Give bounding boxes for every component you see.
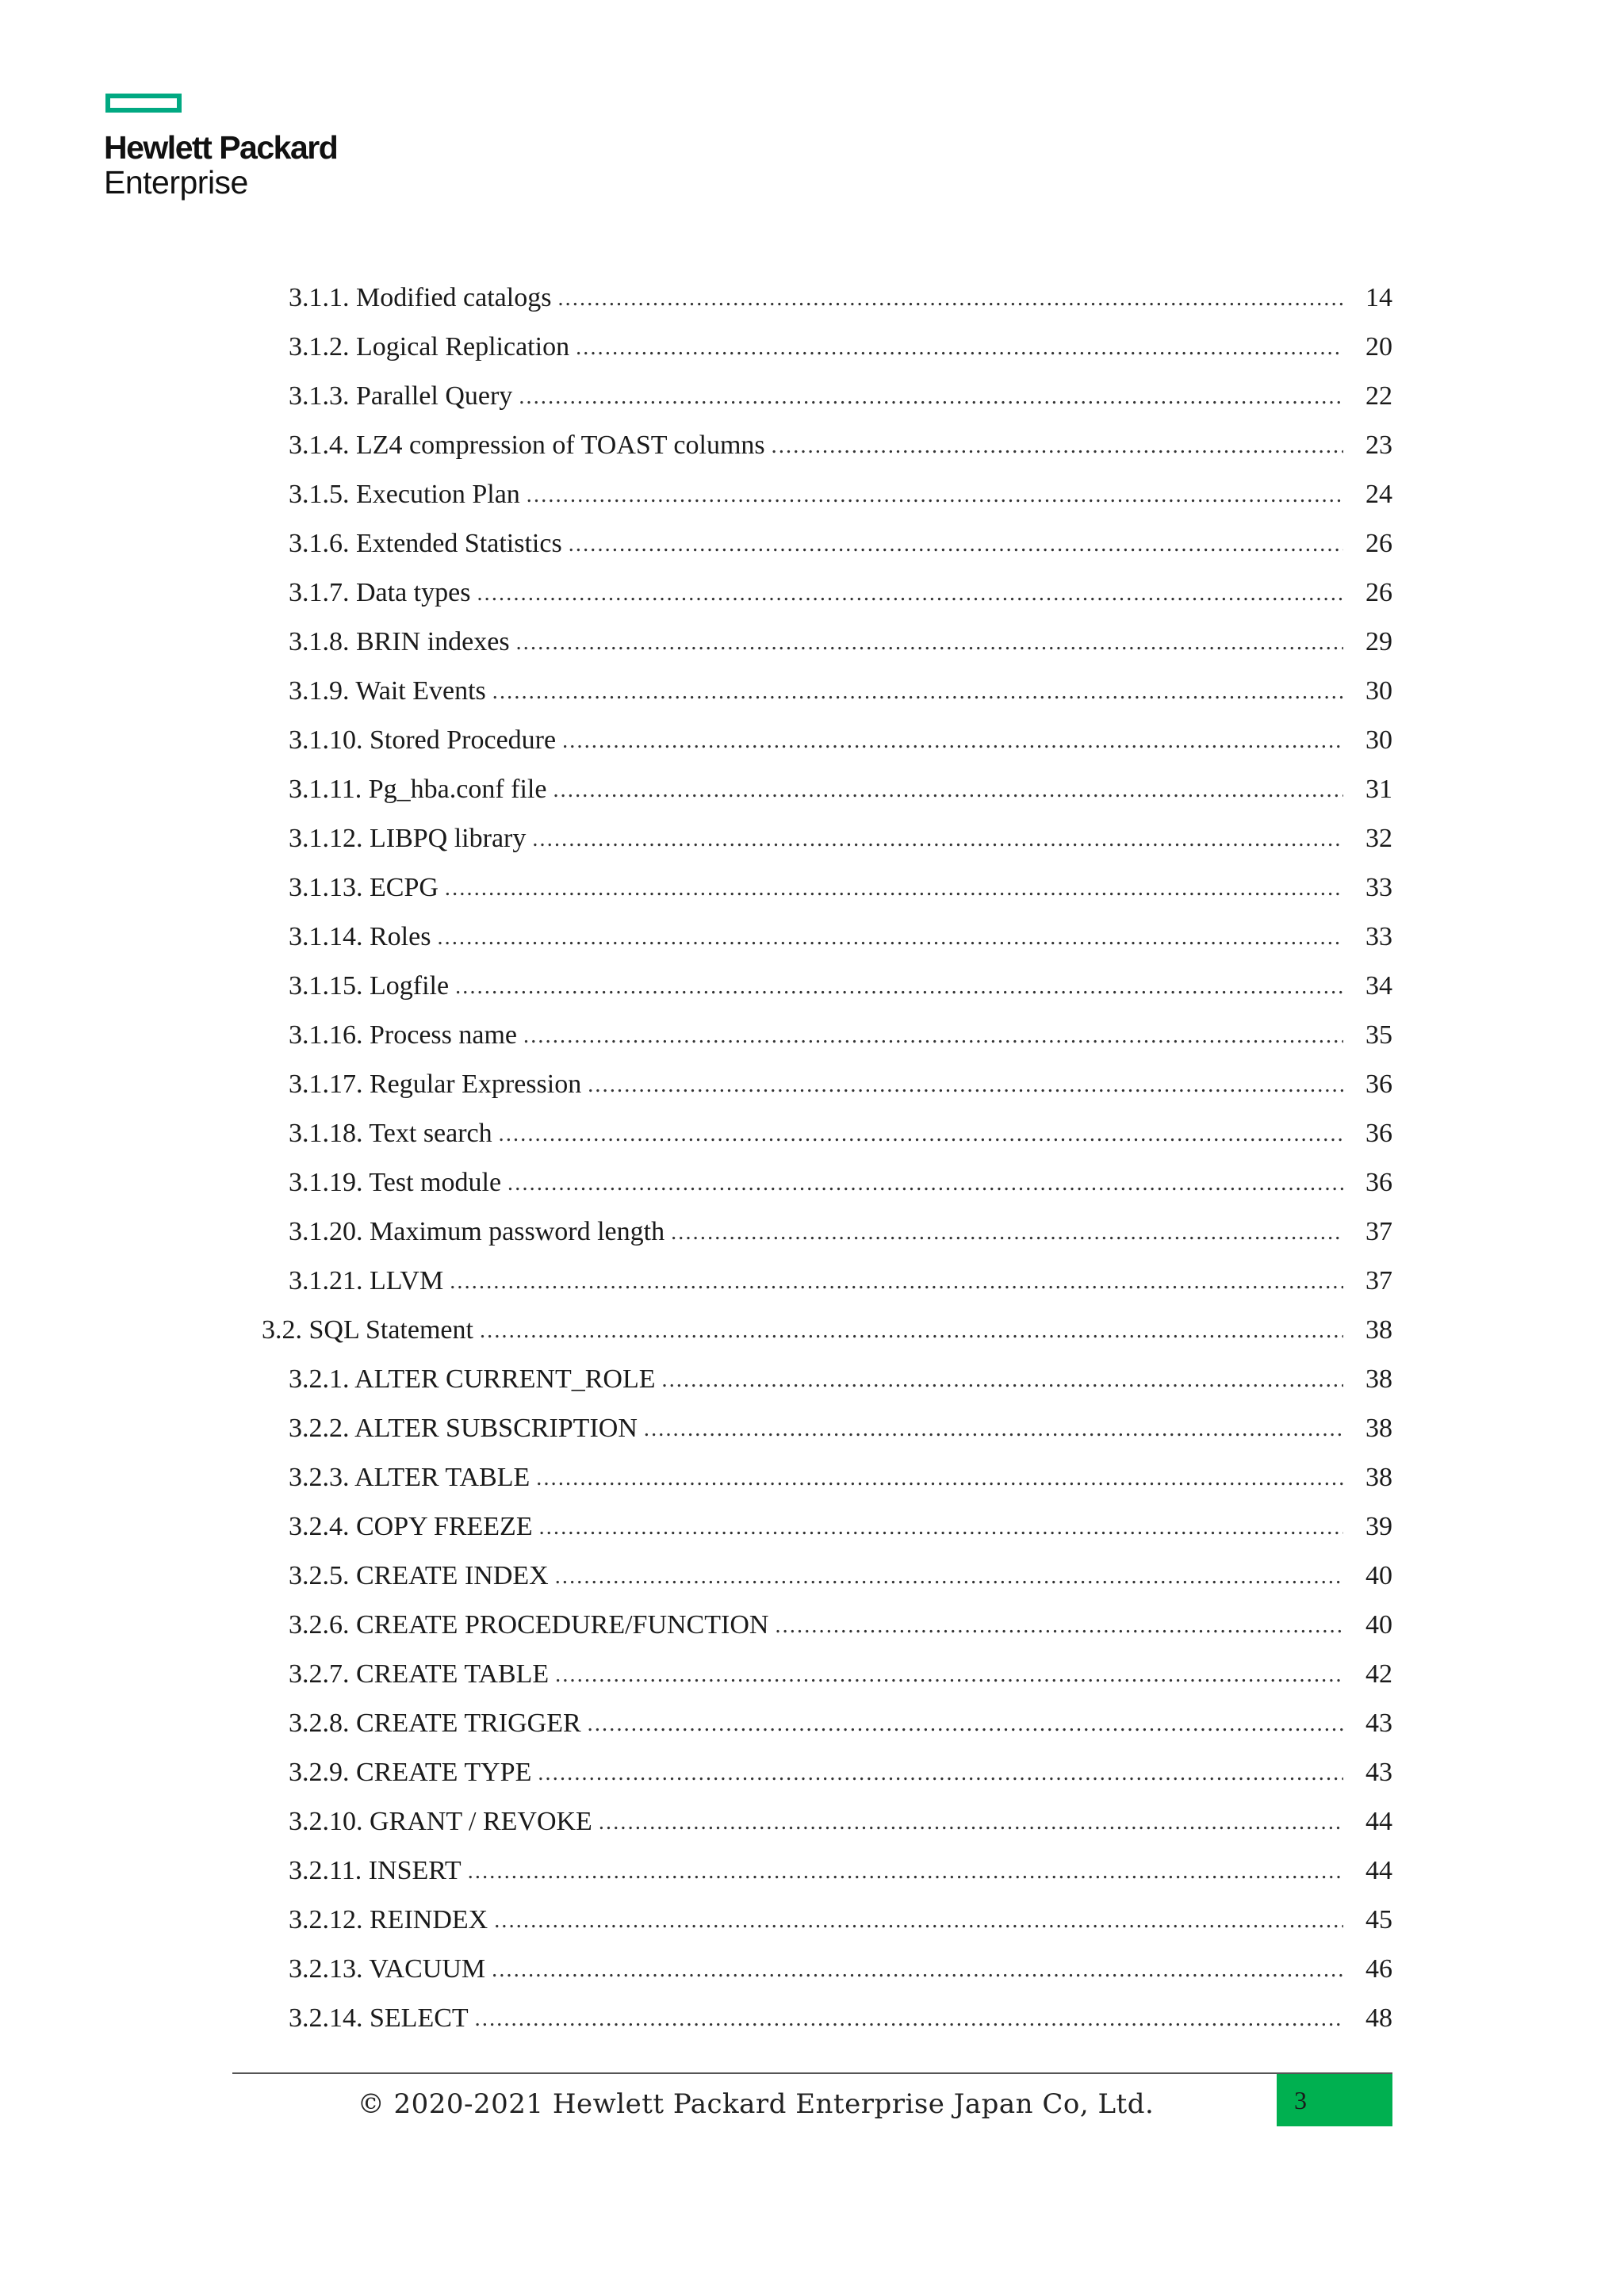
toc-dot-leader (588, 1071, 1343, 1098)
toc-dot-leader (553, 776, 1343, 803)
hpe-logo (104, 94, 358, 200)
toc-entry-page: 26 (1365, 529, 1392, 558)
toc-entry-title: 3.2.14. SELECT (289, 2003, 472, 2034)
toc-entry-page: 36 (1365, 1168, 1392, 1197)
toc-dot-leader (538, 1759, 1343, 1786)
toc-dot-leader (523, 1022, 1343, 1049)
toc-dot-leader (480, 1317, 1343, 1344)
toc-entry-page: 34 (1365, 971, 1392, 1001)
toc-entry[interactable] (259, 1601, 1392, 1650)
toc-entry-page: 37 (1365, 1266, 1392, 1295)
toc-entry[interactable] (259, 1109, 1392, 1158)
toc-entry-page: 39 (1365, 1512, 1392, 1541)
toc-entry-title: 3.1.17. Regular Expression (289, 1070, 584, 1100)
toc-entry-title: 3.2. SQL Statement (262, 1315, 477, 1345)
toc-entry-title: 3.1.2. Logical Replication (289, 332, 573, 362)
toc-dot-leader (662, 1366, 1344, 1393)
toc-entry-title: 3.2.11. INSERT (289, 1856, 465, 1886)
toc-entry-title: 3.1.21. LLVM (289, 1266, 446, 1296)
toc-entry[interactable] (259, 519, 1392, 568)
toc-entry[interactable] (259, 1355, 1392, 1404)
toc-dot-leader (494, 1907, 1343, 1934)
toc-entry-title: 3.2.7. CREATE TABLE (289, 1659, 552, 1689)
toc-entry-page: 22 (1365, 381, 1392, 411)
toc-dot-leader (450, 1268, 1343, 1295)
toc-dot-leader (516, 629, 1343, 656)
toc-entry-title: 3.2.2. ALTER SUBSCRIPTION (289, 1414, 641, 1444)
toc-entry-title: 3.2.8. CREATE TRIGGER (289, 1709, 584, 1739)
toc-dot-leader (492, 1956, 1343, 1983)
toc-entry[interactable] (259, 1158, 1392, 1207)
toc-dot-leader (644, 1415, 1343, 1442)
toc-entry[interactable] (259, 372, 1392, 421)
hpe-element-icon (105, 94, 182, 113)
toc-entry-title: 3.1.11. Pg_hba.conf file (289, 775, 550, 805)
toc-entry-page: 33 (1365, 922, 1392, 951)
toc-entry[interactable] (259, 962, 1392, 1011)
toc-entry[interactable] (259, 323, 1392, 372)
toc-dot-leader (455, 973, 1343, 1000)
toc-entry-page: 29 (1365, 627, 1392, 656)
toc-entry[interactable] (259, 1994, 1392, 2043)
toc-entry[interactable] (259, 863, 1392, 913)
toc-entry[interactable] (259, 1846, 1392, 1896)
toc-entry-page: 37 (1365, 1217, 1392, 1246)
toc-entry-page: 42 (1365, 1659, 1392, 1689)
toc-entry-title: 3.2.6. CREATE PROCEDURE/FUNCTION (289, 1610, 772, 1640)
toc-entry[interactable] (259, 1650, 1392, 1699)
toc-dot-leader (555, 1563, 1343, 1590)
toc-entry[interactable] (259, 568, 1392, 618)
toc-dot-leader (468, 1858, 1343, 1885)
toc-entry-title: 3.1.13. ECPG (289, 873, 442, 903)
toc-dot-leader (555, 1661, 1343, 1688)
toc-dot-leader (477, 580, 1343, 607)
toc-dot-leader (445, 874, 1343, 901)
toc-entry[interactable] (259, 470, 1392, 519)
toc-entry[interactable] (259, 1699, 1392, 1748)
toc-entry-title: 3.2.5. CREATE INDEX (289, 1561, 552, 1591)
toc-dot-leader (569, 530, 1343, 557)
toc-entry-page: 38 (1365, 1463, 1392, 1492)
toc-entry-title: 3.1.6. Extended Statistics (289, 529, 565, 559)
toc-entry-title: 3.1.7. Data types (289, 578, 473, 608)
toc-dot-leader (519, 383, 1343, 410)
toc-entry-title: 3.2.1. ALTER CURRENT_ROLE (289, 1364, 659, 1395)
toc-entry-page: 38 (1365, 1315, 1392, 1345)
toc-entry-page: 44 (1365, 1807, 1392, 1836)
toc-entry[interactable] (259, 1945, 1392, 1994)
toc-entry-title: 3.1.16. Process name (289, 1020, 520, 1050)
toc-entry-page: 38 (1365, 1364, 1392, 1394)
toc-dot-leader (437, 924, 1343, 951)
toc-entry-page: 26 (1365, 578, 1392, 607)
toc-entry[interactable] (259, 274, 1392, 323)
toc-entry[interactable] (259, 1453, 1392, 1502)
toc-entry-page: 48 (1365, 2003, 1392, 2033)
toc-dot-leader (475, 2005, 1343, 2032)
toc-entry-title: 3.2.4. COPY FREEZE (289, 1512, 536, 1542)
toc-dot-leader (532, 825, 1343, 852)
logo-text-line1: Hewlett Packard (104, 129, 338, 166)
toc-dot-leader (588, 1710, 1343, 1737)
footer-copyright: © 2020-2021 Hewlett Packard Enterprise Japan Co, Ltd. (357, 2088, 1155, 2120)
toc-entry[interactable] (259, 1306, 1392, 1355)
toc-dot-leader (527, 481, 1343, 508)
toc-entry-page: 45 (1365, 1905, 1392, 1934)
toc-entry-title: 3.1.9. Wait Events (289, 676, 489, 706)
toc-dot-leader (775, 1612, 1343, 1639)
toc-entry-page: 40 (1365, 1561, 1392, 1590)
toc-entry[interactable] (259, 1011, 1392, 1060)
toc-entry[interactable] (259, 1896, 1392, 1945)
toc-entry-page: 43 (1365, 1758, 1392, 1787)
toc-entry-page: 30 (1365, 725, 1392, 755)
toc-entry-page: 35 (1365, 1020, 1392, 1050)
toc-entry-title: 3.2.9. CREATE TYPE (289, 1758, 534, 1788)
toc-entry[interactable] (259, 765, 1392, 814)
toc-entry-page: 30 (1365, 676, 1392, 706)
toc-entry-title: 3.1.14. Roles (289, 922, 434, 952)
toc-entry[interactable] (259, 814, 1392, 863)
toc-entry-title: 3.1.19. Test module (289, 1168, 504, 1198)
toc-dot-leader (576, 334, 1343, 361)
footer-divider (232, 2072, 1392, 2074)
toc-entry-page: 40 (1365, 1610, 1392, 1640)
toc-entry[interactable] (259, 716, 1392, 765)
toc-entry-page: 32 (1365, 824, 1392, 853)
toc-entry[interactable] (259, 618, 1392, 667)
toc-dot-leader (492, 678, 1343, 705)
toc-entry-page: 43 (1365, 1709, 1392, 1738)
toc-dot-leader (499, 1120, 1343, 1147)
toc-entry[interactable] (259, 1748, 1392, 1797)
toc-entry[interactable] (259, 1060, 1392, 1109)
toc-entry-title: 3.2.10. GRANT / REVOKE (289, 1807, 596, 1837)
toc-entry-title: 3.1.4. LZ4 compression of TOAST columns (289, 430, 768, 461)
toc-entry-page: 31 (1365, 775, 1392, 804)
toc-entry[interactable] (259, 1207, 1392, 1257)
toc-dot-leader (536, 1464, 1343, 1491)
toc-entry-page: 20 (1365, 332, 1392, 362)
toc-entry[interactable] (259, 421, 1392, 470)
toc-entry-title: 3.2.12. REINDEX (289, 1905, 491, 1935)
toc-dot-leader (671, 1219, 1343, 1246)
toc-entry[interactable] (259, 1552, 1392, 1601)
toc-dot-leader (539, 1513, 1343, 1540)
toc-entry-page: 36 (1365, 1119, 1392, 1148)
toc-entry-page: 14 (1365, 283, 1392, 312)
toc-dot-leader (562, 727, 1343, 754)
toc-entry-title: 3.1.15. Logfile (289, 971, 452, 1001)
toc-dot-leader (772, 432, 1343, 459)
toc-entry-title: 3.1.1. Modified catalogs (289, 283, 554, 313)
toc-entry-page: 36 (1365, 1070, 1392, 1099)
toc-entry-page: 44 (1365, 1856, 1392, 1885)
toc-entry-page: 24 (1365, 480, 1392, 509)
toc-entry-page: 33 (1365, 873, 1392, 902)
toc-entry-title: 3.1.18. Text search (289, 1119, 496, 1149)
toc-entry-page: 38 (1365, 1414, 1392, 1443)
toc-entry-page: 23 (1365, 430, 1392, 460)
toc-dot-leader (599, 1808, 1343, 1835)
toc-dot-leader (508, 1169, 1343, 1196)
toc-dot-leader (557, 285, 1343, 312)
toc-entry-title: 3.1.10. Stored Procedure (289, 725, 559, 756)
toc-entry-title: 3.2.13. VACUUM (289, 1954, 488, 1984)
toc-entry-title: 3.1.20. Maximum password length (289, 1217, 668, 1247)
toc-entry[interactable] (259, 913, 1392, 962)
logo-text-line2: Enterprise (104, 164, 248, 201)
toc-entry-title: 3.2.3. ALTER TABLE (289, 1463, 533, 1493)
page-number: 3 (1294, 2086, 1307, 2114)
toc-entry-page: 46 (1365, 1954, 1392, 1984)
page-number-badge (1277, 2074, 1392, 2126)
toc-entry[interactable] (259, 667, 1392, 716)
toc-entry[interactable] (259, 1257, 1392, 1306)
table-of-contents (259, 274, 1392, 2043)
toc-entry-title: 3.1.12. LIBPQ library (289, 824, 529, 854)
toc-entry[interactable] (259, 1797, 1392, 1846)
toc-entry[interactable] (259, 1404, 1392, 1453)
toc-entry-title: 3.1.5. Execution Plan (289, 480, 523, 510)
toc-entry-title: 3.1.3. Parallel Query (289, 381, 515, 411)
toc-entry-title: 3.1.8. BRIN indexes (289, 627, 513, 657)
toc-entry[interactable] (259, 1502, 1392, 1552)
